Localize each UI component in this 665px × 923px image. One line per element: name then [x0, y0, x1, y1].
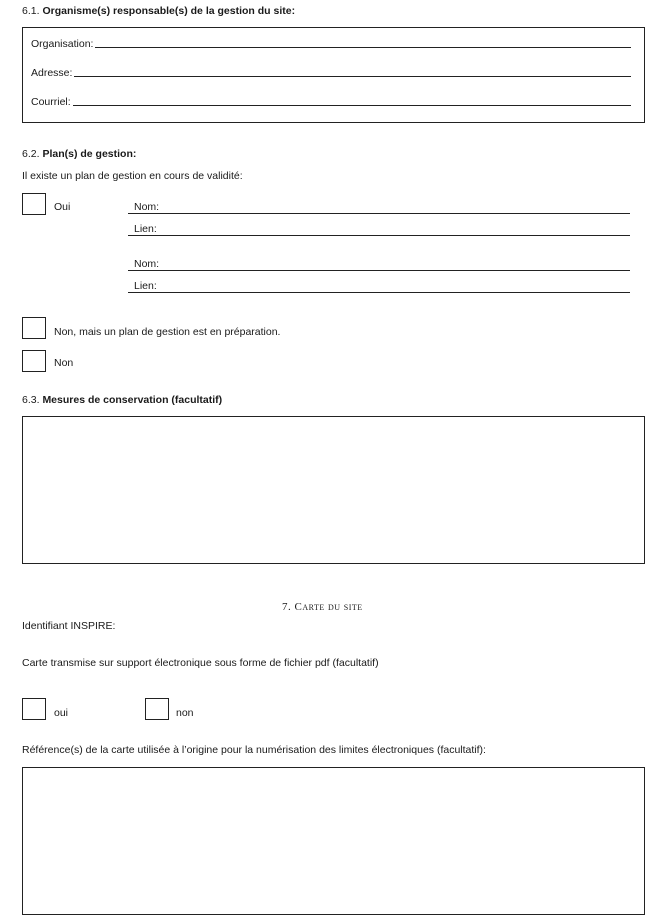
section-6-3-number: 6.3.: [22, 394, 40, 406]
reference-label: Référence(s) de la carte utilisée à l’origine pour la numérisation des limites électroniques (facultatif):: [22, 744, 486, 756]
section-6-1-title: Organisme(s) responsable(s) de la gestion du site:: [42, 5, 296, 17]
lien-1-line[interactable]: [128, 235, 630, 236]
oui-checkbox[interactable]: [22, 193, 46, 215]
conservation-textarea[interactable]: [22, 416, 645, 564]
preparation-checkbox[interactable]: [22, 317, 46, 339]
plan-intro-text: Il existe un plan de gestion en cours de validité:: [22, 170, 243, 182]
organisation-box: [22, 27, 645, 123]
pdf-question: Carte transmise sur support électronique sous forme de fichier pdf (facultatif): [22, 657, 379, 669]
section-6-1-heading: [22, 5, 295, 17]
nom-2-line[interactable]: [128, 270, 630, 271]
pdf-non-checkbox[interactable]: [145, 698, 169, 720]
lien-1-label: Lien:: [134, 223, 157, 235]
nom-1-line[interactable]: [128, 213, 630, 214]
section-6-3-title: Mesures de conservation (facultatif): [42, 394, 223, 406]
courriel-label: Courriel:: [31, 96, 71, 108]
organisation-label: Organisation:: [31, 38, 94, 50]
preparation-label: Non, mais un plan de gestion est en préparation.: [54, 326, 281, 338]
adresse-field[interactable]: [31, 67, 631, 79]
adresse-line[interactable]: [74, 76, 631, 77]
section-7-number: 7.: [282, 601, 292, 613]
lien-2-label: Lien:: [134, 280, 157, 292]
section-6-1-number: 6.1.: [22, 5, 40, 17]
section-6-2-title: Plan(s) de gestion:: [42, 148, 137, 160]
section-6-2-number: 6.2.: [22, 148, 40, 160]
courriel-line[interactable]: [73, 105, 631, 106]
pdf-oui-checkbox[interactable]: [22, 698, 46, 720]
section-7-title: Carte du site: [294, 601, 363, 613]
non-checkbox[interactable]: [22, 350, 46, 372]
non-label: Non: [54, 357, 74, 369]
section-6-2-heading: [22, 148, 136, 160]
pdf-oui-label: oui: [54, 707, 69, 719]
oui-label: Oui: [54, 201, 71, 213]
adresse-label: Adresse:: [31, 67, 73, 79]
lien-2-line[interactable]: [128, 292, 630, 293]
section-7-heading: [282, 601, 363, 613]
section-6-3-heading: [22, 394, 222, 406]
nom-1-label: Nom:: [134, 201, 160, 213]
reference-textarea[interactable]: [22, 767, 645, 915]
nom-2-label: Nom:: [134, 258, 160, 270]
pdf-non-label: non: [176, 707, 194, 719]
organisation-line[interactable]: [95, 47, 631, 48]
organisation-field[interactable]: [31, 38, 631, 50]
inspire-label: Identifiant INSPIRE:: [22, 620, 116, 632]
courriel-field[interactable]: [31, 96, 631, 108]
